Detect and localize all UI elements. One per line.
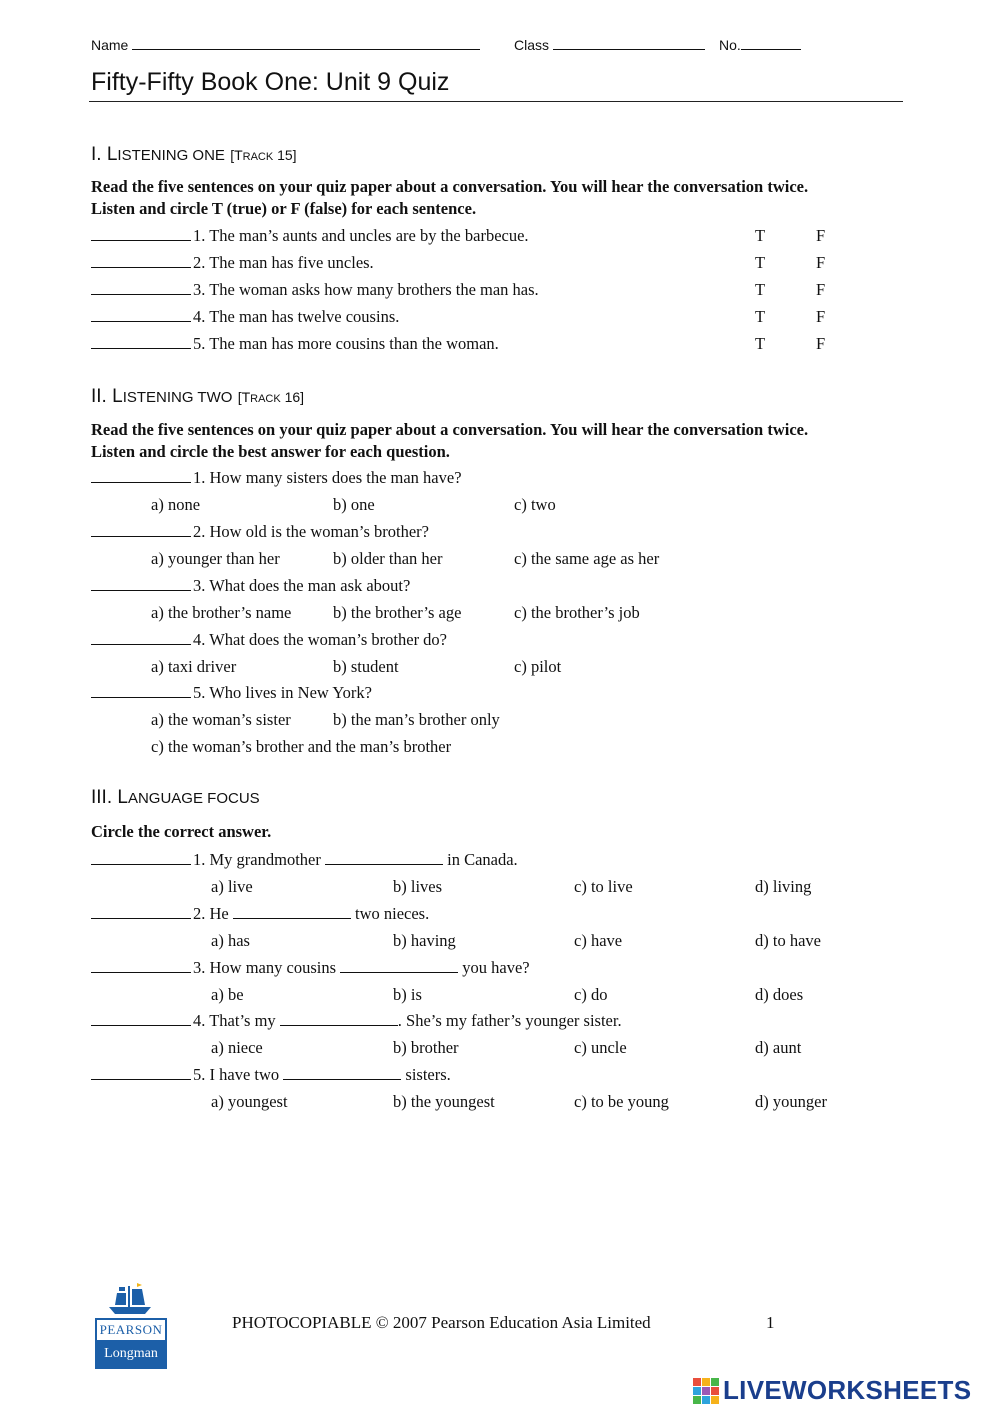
section-1-instructions: Read the five sentences on your quiz paper about a conversation. You will hear the conversation twice. Listen and circle T (true) or F (false) for each sentence.: [91, 177, 809, 218]
answer-blank[interactable]: [91, 470, 191, 483]
fill-gap[interactable]: [340, 960, 458, 973]
s1-q4-true-option[interactable]: T: [755, 307, 766, 326]
s3-question-2: 2. He two nieces.: [91, 904, 429, 924]
s3-question-4: 4. That’s my . She’s my father’s younger sister.: [91, 1011, 622, 1031]
s2-q1-option-b[interactable]: b) one: [333, 495, 375, 514]
section-2-instructions: Read the five sentences on your quiz paper about a conversation. You will hear the conversation twice. Listen and circle the best answer for each question.: [91, 420, 809, 461]
logo-text-pearson: PEARSON: [99, 1322, 163, 1337]
s3-q5-option-b[interactable]: b) the youngest: [393, 1092, 495, 1111]
pearson-longman-logo: [95, 1283, 167, 1369]
liveworksheets-icon: [692, 1377, 720, 1405]
answer-blank[interactable]: [91, 282, 191, 295]
s3-question-1: 1. My grandmother in Canada.: [91, 850, 518, 870]
title-divider: [89, 101, 903, 102]
s2-question-5: 5. Who lives in New York?: [91, 683, 372, 703]
s2-q2-option-a[interactable]: a) younger than her: [151, 549, 280, 568]
page-title: Fifty-Fifty Book One: Unit 9 Quiz: [91, 68, 450, 96]
s1-question-5: 5. The man has more cousins than the woman.: [91, 334, 499, 354]
answer-blank[interactable]: [91, 685, 191, 698]
answer-blank[interactable]: [91, 524, 191, 537]
s3-q1-option-a[interactable]: a) live: [211, 877, 253, 896]
s3-q4-option-d[interactable]: d) aunt: [755, 1038, 802, 1057]
s3-q3-option-a[interactable]: a) be: [211, 985, 244, 1004]
s3-q5-option-d[interactable]: d) younger: [755, 1092, 827, 1111]
s3-q3-option-d[interactable]: d) does: [755, 985, 804, 1004]
answer-blank[interactable]: [91, 632, 191, 645]
s2-q1-option-a[interactable]: a) none: [151, 495, 201, 514]
s2-q4-option-c[interactable]: c) pilot: [514, 657, 562, 676]
answer-blank[interactable]: [91, 336, 191, 349]
class-blank[interactable]: [553, 35, 705, 50]
name-label: Name: [91, 37, 129, 53]
s2-question-3: 3. What does the man ask about?: [91, 576, 410, 596]
s3-question-5: 5. I have two sisters.: [91, 1065, 451, 1085]
s3-q2-option-b[interactable]: b) having: [393, 931, 456, 950]
s1-question-3: 3. The woman asks how many brothers the man has.: [91, 280, 539, 300]
s2-q4-option-a[interactable]: a) taxi driver: [151, 657, 237, 676]
s1-question-4: 4. The man has twelve cousins.: [91, 307, 399, 327]
s1-question-2: 2. The man has five uncles.: [91, 253, 374, 273]
section-1-heading: I. LISTENING ONE [TRACK 15]: [91, 144, 297, 165]
s3-q2-option-c[interactable]: c) have: [574, 931, 623, 950]
s2-q1-option-c[interactable]: c) two: [514, 495, 556, 514]
s3-question-3: 3. How many cousins you have?: [91, 958, 530, 978]
s1-q1-false-option[interactable]: F: [816, 226, 826, 245]
s1-q4-false-option[interactable]: F: [816, 307, 826, 326]
s1-q2-true-option[interactable]: T: [755, 253, 766, 272]
page-number: 1: [766, 1313, 775, 1332]
s2-q5-option-b[interactable]: b) the man’s brother only: [333, 710, 500, 729]
s2-question-1: 1. How many sisters does the man have?: [91, 468, 462, 488]
fill-gap[interactable]: [325, 852, 443, 865]
class-label: Class: [514, 37, 550, 53]
s2-q5-option-a[interactable]: a) the woman’s sister: [151, 710, 291, 729]
section-2-heading: II. LISTENING TWO [TRACK 16]: [91, 386, 305, 407]
s2-q3-option-c[interactable]: c) the brother’s job: [514, 603, 640, 622]
fill-gap[interactable]: [233, 906, 351, 919]
s1-q5-true-option[interactable]: T: [755, 334, 766, 353]
s3-q2-option-d[interactable]: d) to have: [755, 931, 821, 950]
s2-question-4: 4. What does the woman’s brother do?: [91, 630, 447, 650]
s3-q1-option-b[interactable]: b) lives: [393, 877, 443, 896]
answer-blank[interactable]: [91, 228, 191, 241]
s3-q5-option-c[interactable]: c) to be young: [574, 1092, 669, 1111]
answer-blank[interactable]: [91, 852, 191, 865]
name-field[interactable]: [91, 35, 480, 53]
answer-blank[interactable]: [91, 1013, 191, 1026]
s2-q2-option-c[interactable]: c) the same age as her: [514, 549, 660, 568]
s2-q3-option-b[interactable]: b) the brother’s age: [333, 603, 462, 622]
s3-q3-option-c[interactable]: c) do: [574, 985, 608, 1004]
answer-blank[interactable]: [91, 1067, 191, 1080]
liveworksheets-watermark: [692, 1376, 992, 1406]
s3-q4-option-c[interactable]: c) uncle: [574, 1038, 627, 1057]
s1-q3-true-option[interactable]: T: [755, 280, 766, 299]
answer-blank[interactable]: [91, 960, 191, 973]
s3-q2-option-a[interactable]: a) has: [211, 931, 250, 950]
logo-text-longman: Longman: [104, 1346, 158, 1361]
section-3-heading: III. LANGUAGE FOCUS: [91, 787, 260, 808]
s1-q2-false-option[interactable]: F: [816, 253, 826, 272]
s3-q3-option-b[interactable]: b) is: [393, 985, 422, 1004]
s1-q5-false-option[interactable]: F: [816, 334, 826, 353]
answer-blank[interactable]: [91, 255, 191, 268]
number-blank[interactable]: [741, 35, 801, 50]
s3-q4-option-b[interactable]: b) brother: [393, 1038, 459, 1057]
s1-q3-false-option[interactable]: F: [816, 280, 826, 299]
section-3-instructions: Circle the correct answer.: [91, 822, 272, 841]
s3-q4-option-a[interactable]: a) niece: [211, 1038, 263, 1057]
s2-q2-option-b[interactable]: b) older than her: [333, 549, 443, 568]
answer-blank[interactable]: [91, 906, 191, 919]
number-field[interactable]: [719, 35, 801, 53]
fill-gap[interactable]: [283, 1067, 401, 1080]
s2-q3-option-a[interactable]: a) the brother’s name: [151, 603, 292, 622]
copyright-notice: PHOTOCOPIABLE © 2007 Pearson Education Asia Limited: [232, 1313, 651, 1332]
fill-gap[interactable]: [280, 1013, 398, 1026]
s1-question-1: 1. The man’s aunts and uncles are by the barbecue.: [91, 226, 529, 246]
liveworksheets-wordmark: LIVEWORKSHEETS: [723, 1375, 972, 1405]
s2-q5-option-c[interactable]: c) the woman’s brother and the man’s brother: [151, 737, 452, 756]
class-field[interactable]: [514, 35, 705, 53]
s3-q5-option-a[interactable]: a) youngest: [211, 1092, 288, 1111]
s1-q1-true-option[interactable]: T: [755, 226, 766, 245]
name-blank[interactable]: [132, 35, 480, 50]
answer-blank[interactable]: [91, 309, 191, 322]
answer-blank[interactable]: [91, 578, 191, 591]
number-label: No.: [719, 37, 741, 53]
s3-q1-option-c[interactable]: c) to live: [574, 877, 633, 896]
s3-q1-option-d[interactable]: d) living: [755, 877, 812, 896]
s2-q4-option-b[interactable]: b) student: [333, 657, 399, 676]
s2-question-2: 2. How old is the woman’s brother?: [91, 522, 429, 542]
